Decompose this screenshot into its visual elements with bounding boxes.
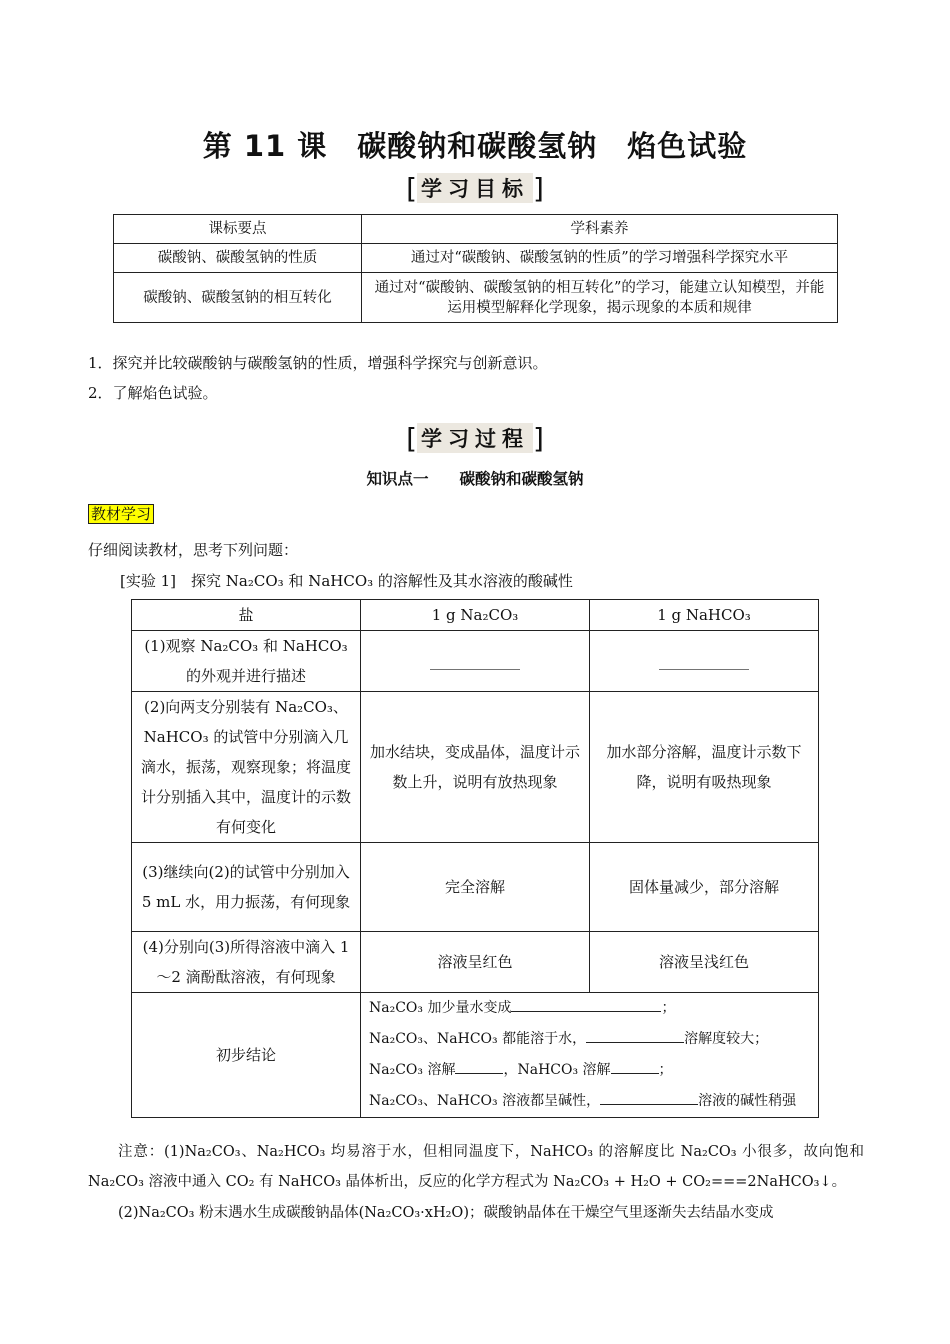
experiment-answer-blank: ____________ [361, 631, 590, 692]
experiment-question-cell: (4)分别向(3)所得溶液中滴入 1～2 滴酚酞溶液，有何现象 [132, 932, 361, 993]
experiment-question-cell: (2)向两支分别装有 Na₂CO₃、NaHCO₃ 的试管中分别滴入几滴水，振荡，观察现象；将温度计分别插入其中，温度计的示数有何变化 [132, 692, 361, 843]
experiment-answer-cell: 溶液呈红色 [361, 932, 590, 993]
goals-cell: 碳酸钠、碳酸氢钠的相互转化 [114, 273, 362, 323]
goals-banner-label: 学习目标 [417, 173, 533, 203]
experiment-answer-cell: 完全溶解 [361, 843, 590, 932]
goals-cell: 碳酸钠、碳酸氢钠的性质 [114, 244, 362, 273]
process-banner-label: 学习过程 [417, 423, 533, 453]
goals-header-cell: 学科素养 [362, 215, 838, 244]
goals-cell: 通过对“碳酸钠、碳酸氢钠的性质”的学习增强科学探究水平 [362, 244, 838, 273]
experiment-header-cell: 1 g Na₂CO₃ [361, 600, 590, 631]
goals-banner: [ 学习目标 ] [406, 172, 544, 205]
knowledge-point-heading: 知识点一 碳酸钠和碳酸氢钠 [366, 470, 584, 488]
experiment-answer-blank: ____________ [590, 631, 819, 692]
conclusion-line: Na₂CO₃、NaHCO₃ 溶液都呈碱性， 溶液的碱性稍强 [369, 1086, 812, 1117]
intro-text: 仔细阅读教材，思考下列问题： [88, 541, 299, 559]
conclusion-line: Na₂CO₃、NaHCO₃ 都能溶于水， 溶解度较大； [369, 1024, 812, 1055]
experiment-answer-cell: 加水部分溶解，温度计示数下降，说明有吸热现象 [590, 692, 819, 843]
experiment-answer-cell: 固体量减少，部分溶解 [590, 843, 819, 932]
note-paragraph: (2)Na₂CO₃ 粉末遇水生成碳酸钠晶体(Na₂CO₃·xH₂O)；碳酸钠晶体在干燥空气里逐渐失去结晶水变成 [118, 1205, 774, 1221]
page-title: 第 11 课 碳酸钠和碳酸氢钠 焰色试验 [202, 129, 748, 163]
note-paragraph: 注意：(1)Na₂CO₃、Na₂HCO₃ 均易溶于水，但相同温度下，NaHCO₃ 的溶解度比 Na₂CO₃ 小很多，故向饱和 Na₂CO₃ 溶液中通入 CO₂ 有 NaHCO₃ 晶体析出，反应的化学方程式为 Na₂CO₃ + H₂O + CO₂===2NaHCO₃↓。 [88, 1144, 864, 1190]
experiment-answer-cell: 加水结块，变成晶体，温度计示数上升，说明有放热现象 [361, 692, 590, 843]
objective-item: 1．探究并比较碳酸钠与碳酸氢钠的性质，增强科学探究与创新意识。 [88, 354, 548, 372]
process-banner: [ 学习过程 ] [406, 422, 544, 455]
experiment-header-cell: 1 g NaHCO₃ [590, 600, 819, 631]
objective-item: 2．了解焰色试验。 [88, 384, 218, 402]
conclusion-cell [361, 993, 819, 1118]
goals-cell: 通过对“碳酸钠、碳酸氢钠的相互转化”的学习，能建立认知模型，并能运用模型解释化学现象，揭示现象的本质和规律 [362, 273, 838, 323]
experiment-header-cell: 盐 [132, 600, 361, 631]
experiment-question-cell: (3)继续向(2)的试管中分别加入 5 mL 水，用力振荡，有何现象 [132, 843, 361, 932]
textbook-tag-label: 教材学习 [88, 504, 154, 524]
conclusion-line: Na₂CO₃ 溶解 ，NaHCO₃ 溶解 ； [369, 1055, 812, 1086]
experiment-question-cell: (1)观察 Na₂CO₃ 和 NaHCO₃ 的外观并进行描述 [132, 631, 361, 692]
goals-table [113, 214, 838, 323]
textbook-tag [88, 503, 154, 524]
conclusion-label: 初步结论 [132, 993, 361, 1118]
experiment-answer-cell: 溶液呈浅红色 [590, 932, 819, 993]
conclusion-line: Na₂CO₃ 加少量水变成 ； [369, 993, 812, 1024]
experiment-title: [实验 1] 探究 Na₂CO₃ 和 NaHCO₃ 的溶解性及其水溶液的酸碱性 [120, 572, 573, 590]
goals-header-cell: 课标要点 [114, 215, 362, 244]
experiment-table [131, 599, 819, 1118]
